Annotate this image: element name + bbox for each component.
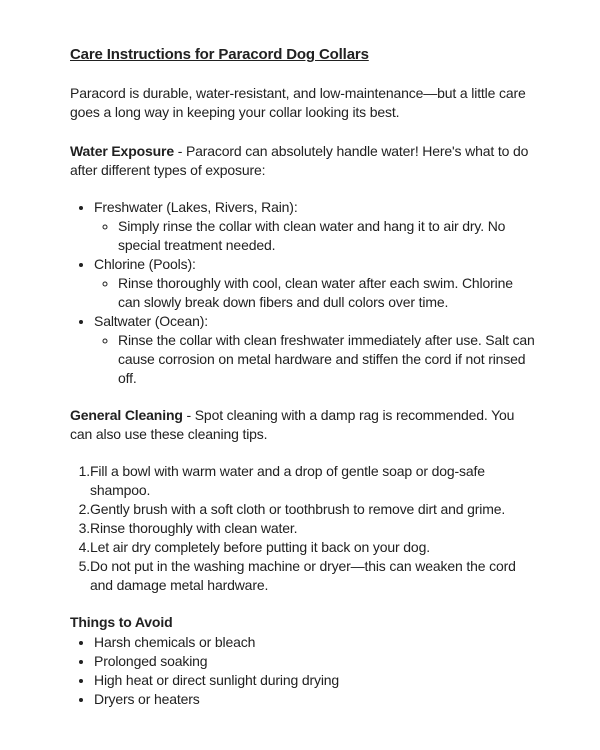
list-item-term: Freshwater (Lakes, Rivers, Rain):: [94, 199, 298, 215]
document-title: Care Instructions for Paracord Dog Collars: [70, 46, 369, 63]
cleaning-step: 1. Fill a bowl with warm water and a drop of gentle soap or dog-safe shampoo.: [90, 462, 536, 500]
saltwater-sub-list: [94, 331, 536, 388]
cleaning-steps-list: [70, 462, 536, 595]
water-exposure-list: [70, 198, 536, 388]
general-cleaning-label: General Cleaning: [70, 407, 183, 423]
general-cleaning-paragraph: [70, 406, 536, 444]
freshwater-sub-list: [94, 217, 536, 255]
list-item-term: Chlorine (Pools):: [94, 256, 196, 272]
avoid-item: • High heat or direct sunlight during drying: [94, 671, 536, 690]
list-item-detail: ◦ Rinse the collar with clean freshwater immediately after use. Salt can cause corrosion on metal hardware and stiffen the cord if not rinsed off.: [118, 331, 536, 388]
general-cleaning-text: - Spot cleaning with a damp rag is recommended. You can also use these cleaning tips.: [70, 407, 515, 442]
avoid-item: • Dryers or heaters: [94, 690, 536, 709]
chlorine-sub-list: [94, 274, 536, 312]
things-to-avoid-heading: [70, 613, 536, 632]
cleaning-step: 4. Let air dry completely before putting it back on your dog.: [90, 538, 536, 557]
cleaning-step: 2. Gently brush with a soft cloth or toothbrush to remove dirt and grime.: [90, 500, 536, 519]
cleaning-step: 5. Do not put in the washing machine or dryer—this can weaken the cord and damage metal hardware.: [90, 557, 536, 595]
list-item-detail: ◦ Rinse thoroughly with cool, clean water after each swim. Chlorine can slowly break down fibers and dull colors over time.: [118, 274, 536, 312]
water-exposure-label: Water Exposure: [70, 143, 174, 159]
things-to-avoid-label: Things to Avoid: [70, 614, 173, 630]
intro-paragraph: Paracord is durable, water-resistant, and low-maintenance—but a little care goes a long way in keeping your collar looking its best.: [70, 85, 526, 120]
cleaning-step: 3. Rinse thoroughly with clean water.: [90, 519, 536, 538]
water-exposure-text: - Paracord can absolutely handle water! Here's what to do after different types of exposure:: [70, 143, 529, 178]
list-item-detail: ◦ Simply rinse the collar with clean water and hang it to air dry. No special treatment needed.: [118, 217, 536, 255]
list-item-term: Saltwater (Ocean):: [94, 313, 209, 329]
water-exposure-paragraph: [70, 142, 536, 180]
avoid-item: • Harsh chemicals or bleach: [94, 633, 536, 652]
things-to-avoid-list: [70, 633, 536, 709]
list-item-saltwater: [94, 312, 536, 388]
list-item-freshwater: [94, 198, 536, 255]
avoid-item: • Prolonged soaking: [94, 652, 536, 671]
list-item-chlorine: [94, 255, 536, 312]
